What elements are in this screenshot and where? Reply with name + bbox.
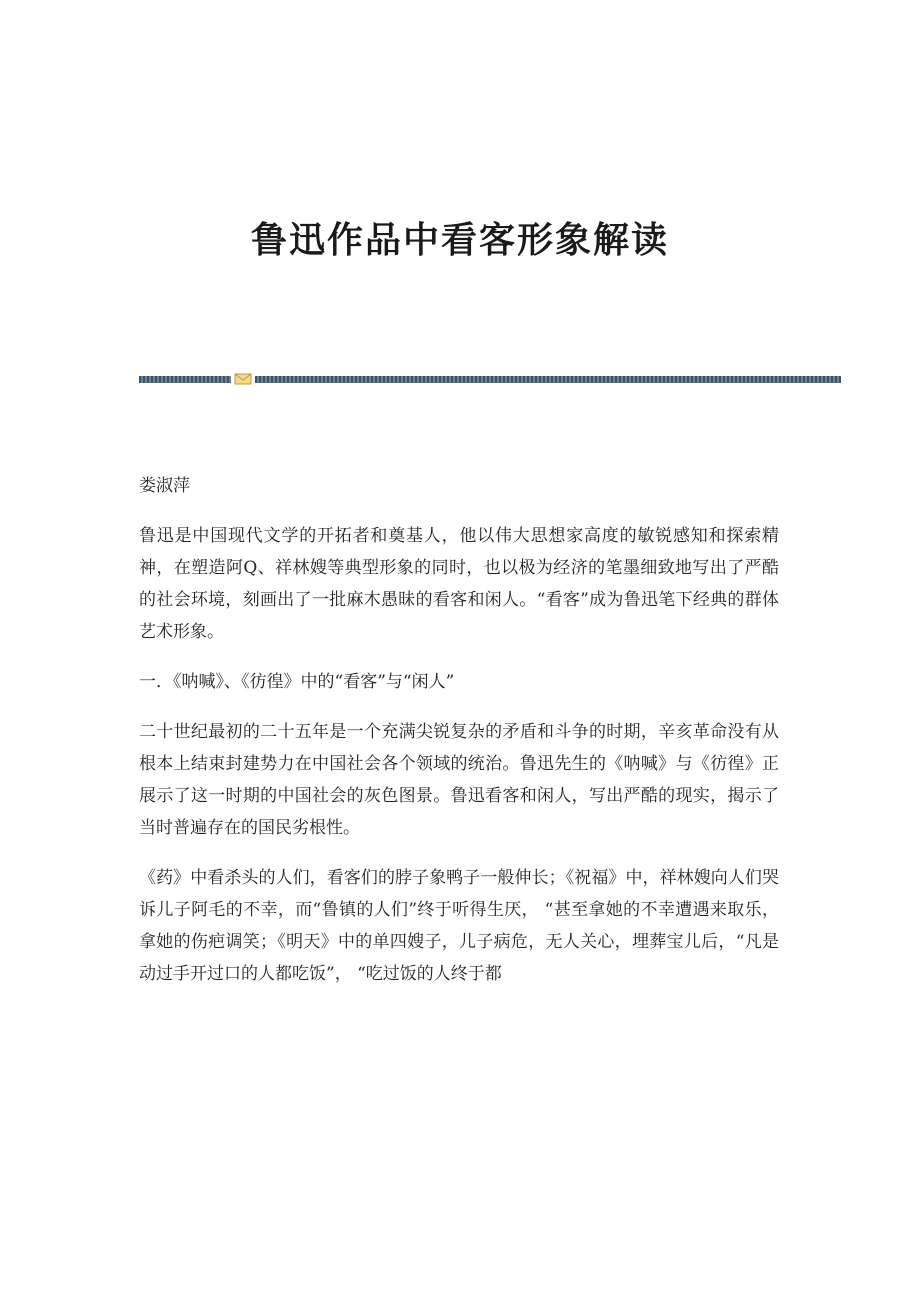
paragraph-intro: 鲁迅是中国现代文学的开拓者和奠基人，他以伟大思想家高度的敏锐感知和探索精神，在塑造阿Q、祥林嫂等典型形象的同时，也以极为经济的笔墨细致地写出了严酷的社会环境，刻画出了一批麻木愚昧的看客和闲人。“看客”成为鲁迅笔下经典的群体艺术形象。 bbox=[139, 526, 779, 642]
divider-bar-left bbox=[139, 376, 231, 383]
divider-bar-right bbox=[255, 376, 841, 383]
author-name: 娄淑萍 bbox=[139, 476, 190, 496]
paragraph-examples: 《药》中看杀头的人们，看客们的脖子象鸭子一般伸长；《祝福》中，祥林嫂向人们哭诉儿子阿毛的不幸，而“鲁镇的人们”终于听得生厌， “甚至拿她的不幸遭遇来取乐，拿她的伤疤调笑；《明天》中的单四嫂子，儿子病危，无人关心，埋葬宝儿后，“凡是动过手开过口的人都吃饭”， “吃过饭的人终于都 bbox=[139, 868, 779, 984]
paragraph-context: 二十世纪最初的二十五年是一个充满尖锐复杂的矛盾和斗争的时期，辛亥革命没有从根本上结束封建势力在中国社会各个领域的统治。鲁迅先生的《呐喊》与《彷徨》正展示了这一时期的中国社会的灰色图景。鲁迅看客和闲人，写出严酷的现实，揭示了当时普遍存在的国民劣根性。 bbox=[139, 722, 779, 838]
document-title: 鲁迅作品中看客形象解读 bbox=[250, 219, 669, 261]
envelope-ornament-icon bbox=[234, 373, 252, 385]
document-body bbox=[139, 470, 779, 1008]
section-heading-1: 一．《呐喊》、《彷徨》中的“看客”与“闲人” bbox=[139, 672, 455, 692]
title-divider bbox=[139, 373, 841, 385]
